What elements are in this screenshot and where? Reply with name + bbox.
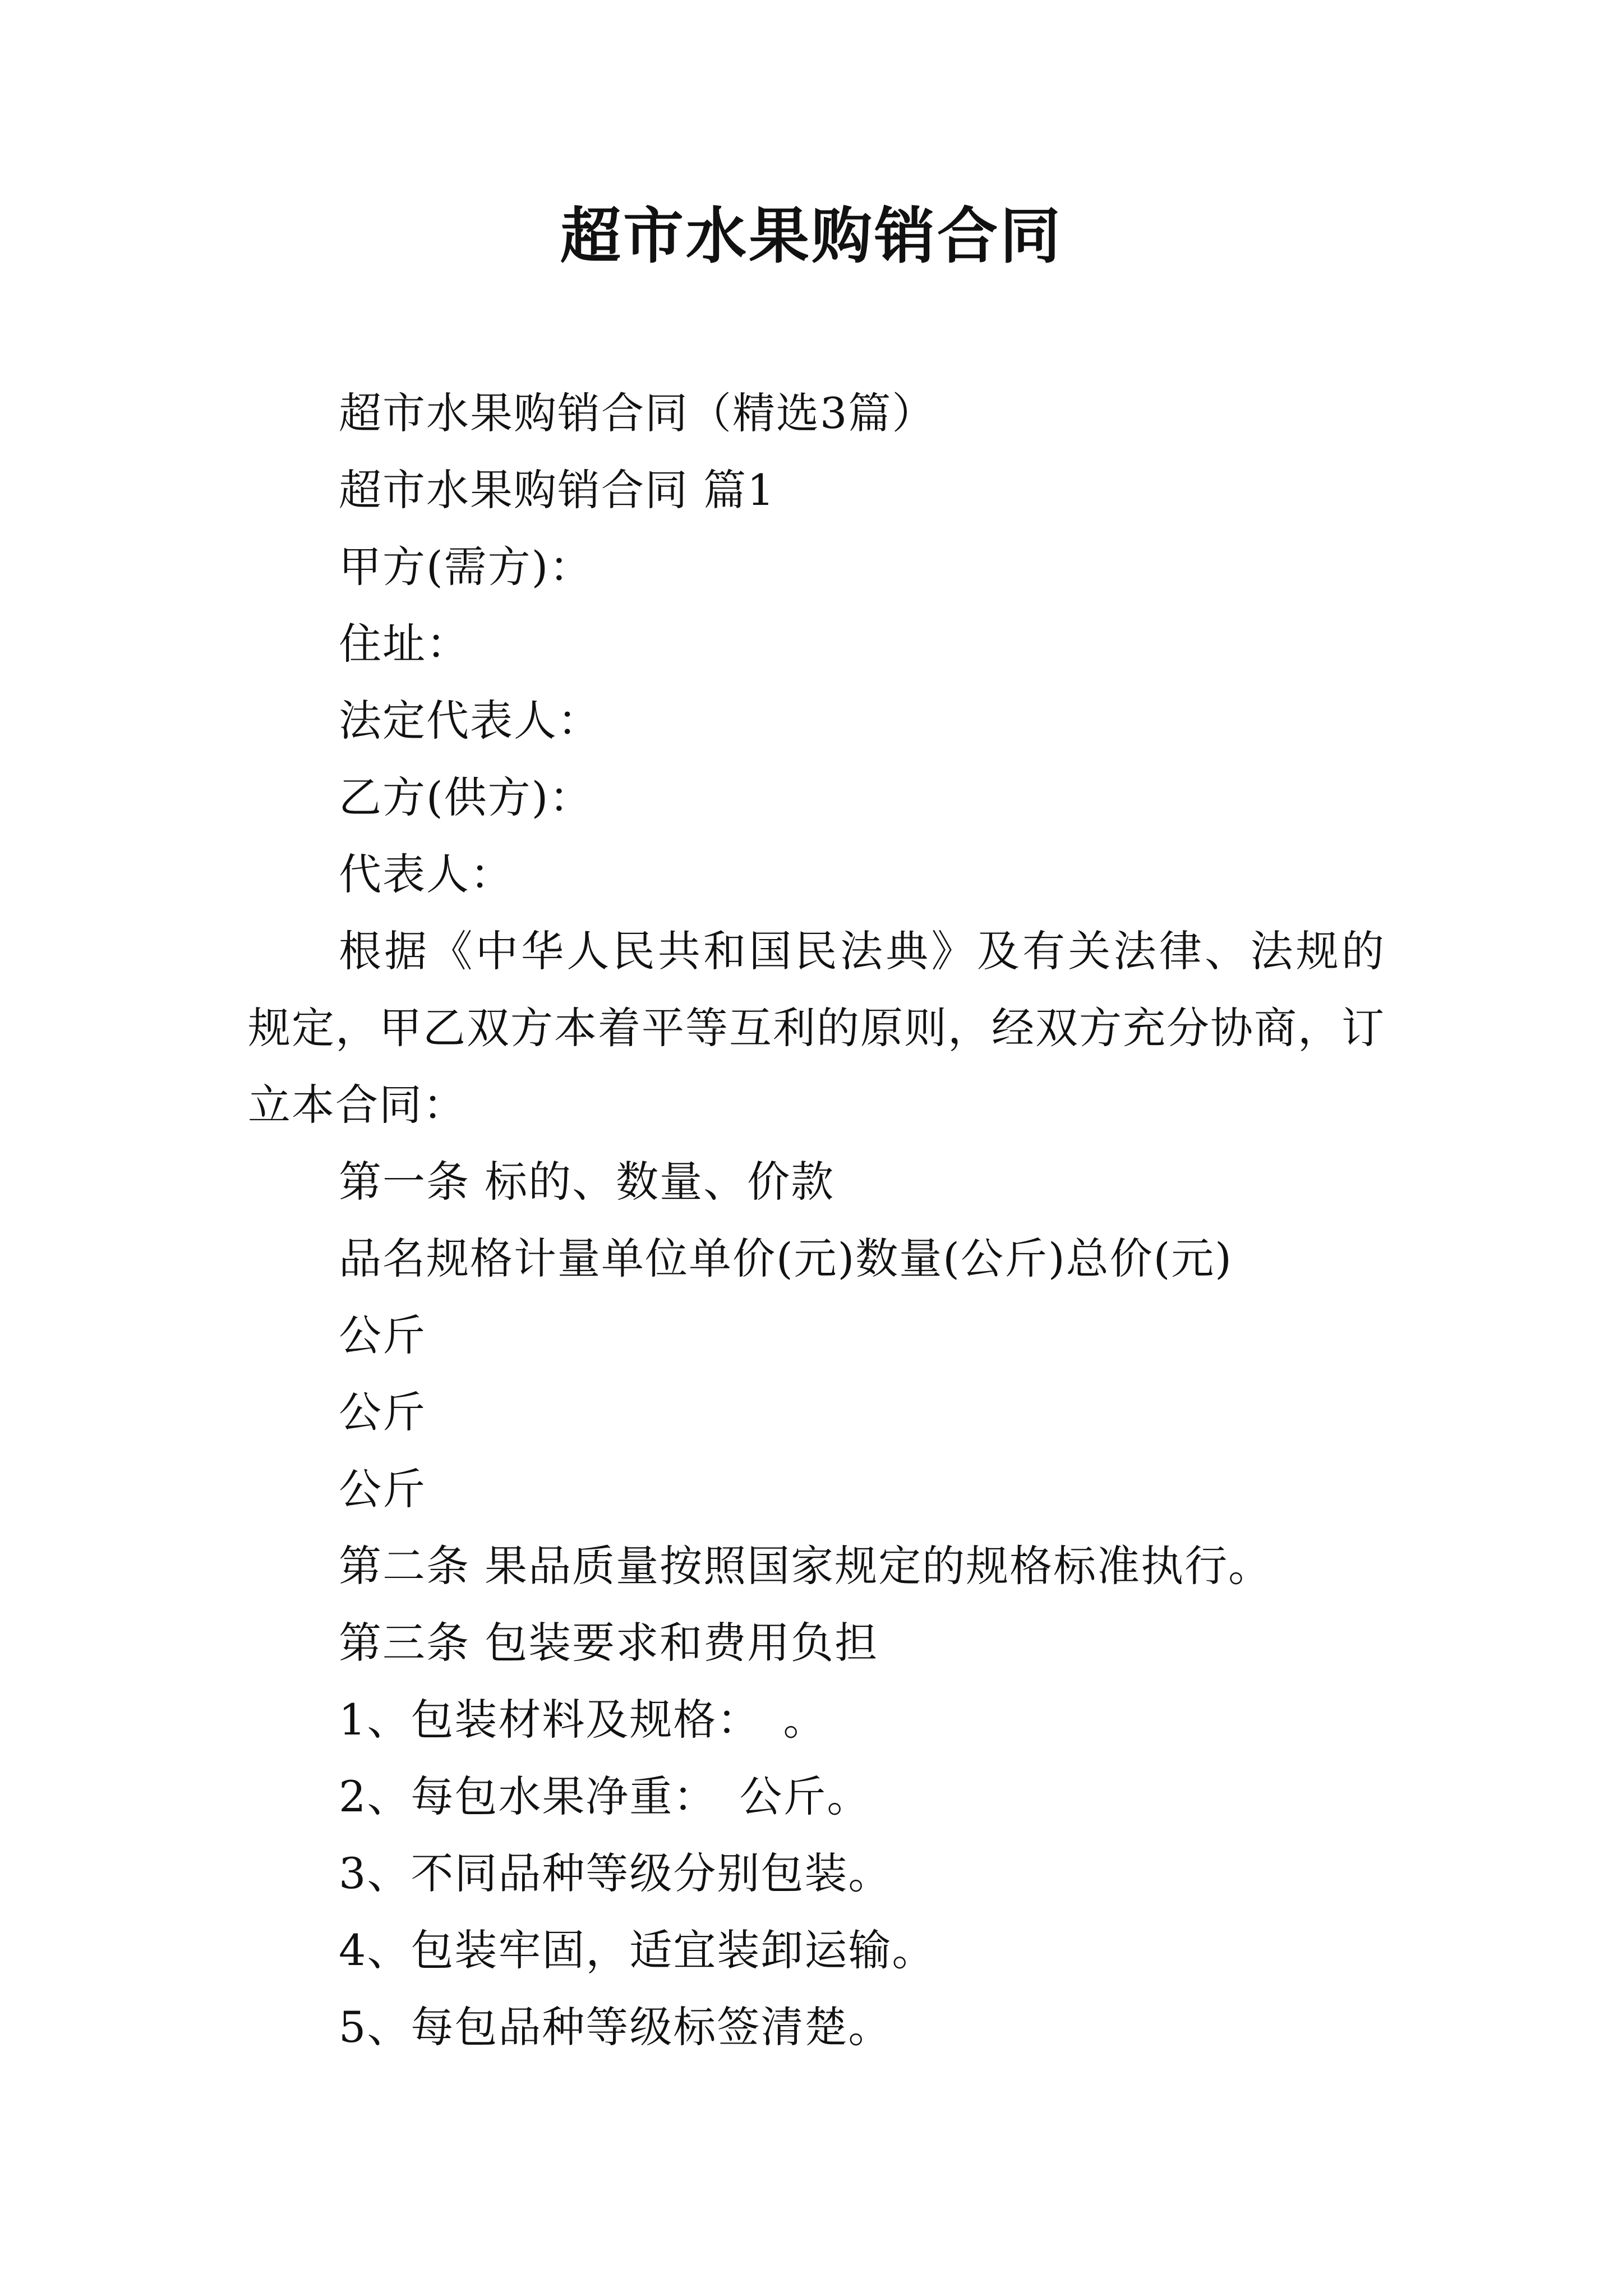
paragraph-preamble: 根据《中华人民共和国民法典》及有关法律、法规的规定，甲乙双方本着平等互利的原则，经双方充分协商，订立本合同： (248, 926, 1385, 1130)
paragraph-article-2: 第二条 果品质量按照国家规定的规格标准执行。 (339, 1541, 1272, 1591)
paragraph-article-1: 第一条 标的、数量、价款 (339, 1157, 835, 1207)
paragraph-section-heading: 超市水果购销合同 篇1 (339, 465, 776, 515)
paragraph-subtitle: 超市水果购销合同（精选3篇） (339, 388, 936, 438)
paragraph-party-a: 甲方(需方)： (339, 542, 593, 592)
paragraph-item-3: 3、不同品种等级分别包装。 (339, 1848, 892, 1898)
paragraph-item-5: 5、每包品种等级标签清楚。 (339, 2002, 892, 2052)
paragraph-unit-3: 公斤 (339, 1464, 426, 1514)
paragraph-table-header: 品名规格计量单位单价(元)数量(公斤)总价(元) (339, 1234, 1233, 1283)
paragraph-legal-rep: 法定代表人： (339, 696, 601, 746)
paragraph-unit-1: 公斤 (339, 1310, 426, 1360)
paragraph-item-2: 2、每包水果净重： 公斤。 (339, 1772, 871, 1821)
document-body (248, 375, 1385, 2065)
paragraph-article-3: 第三条 包装要求和费用负担 (339, 1618, 879, 1668)
paragraph-party-b: 乙方(供方)： (339, 772, 593, 822)
paragraph-item-4: 4、包装牢固，适宜装卸运输。 (339, 1925, 936, 1975)
document-title: 超市水果购销合同 (560, 201, 1063, 272)
paragraph-item-1: 1、包装材料及规格： 。 (339, 1695, 827, 1745)
paragraph-representative: 代表人： (339, 849, 514, 899)
paragraph-unit-2: 公斤 (339, 1387, 426, 1437)
paragraph-address: 住址： (339, 619, 470, 669)
